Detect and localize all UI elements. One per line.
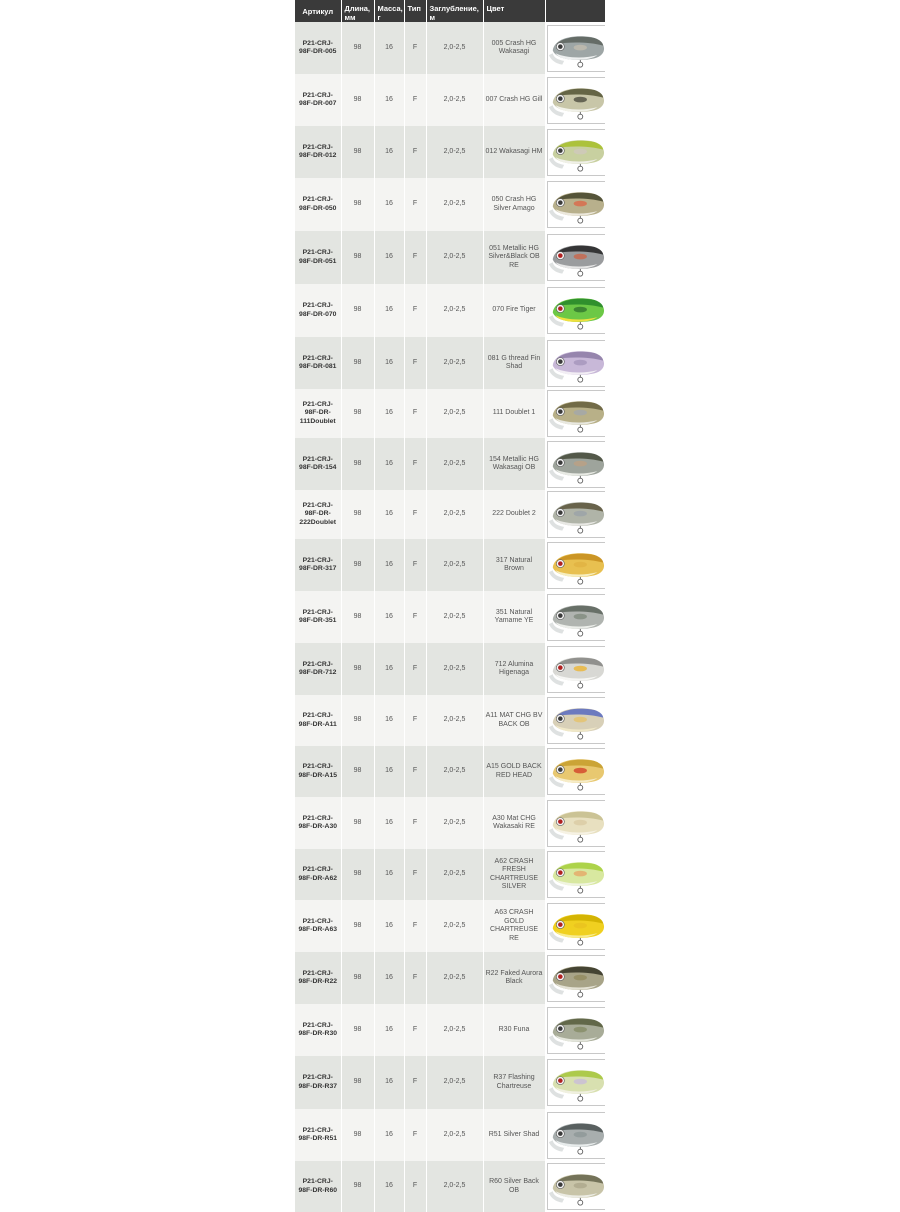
cell-article: P21-CRJ-98F-DR-351	[295, 591, 341, 643]
cell-photo	[545, 337, 605, 389]
table-row	[295, 22, 605, 74]
cell-depth: 2,0-2,5	[426, 746, 483, 797]
product-spec-table	[295, 0, 606, 1212]
cell-length: 98	[341, 1161, 374, 1212]
cell-length: 98	[341, 643, 374, 695]
lure-image	[547, 181, 606, 228]
cell-length: 98	[341, 849, 374, 900]
cell-color-name: 081 G thread Fin Shad	[483, 337, 545, 389]
lure-image	[547, 441, 606, 488]
cell-photo	[545, 1056, 605, 1109]
cell-type: F	[404, 178, 426, 231]
cell-mass: 16	[374, 539, 404, 591]
cell-mass: 16	[374, 952, 404, 1004]
column-header-photo	[545, 0, 605, 22]
cell-depth: 2,0-2,5	[426, 797, 483, 849]
lure-image	[547, 129, 606, 176]
table-row	[295, 126, 605, 178]
cell-photo	[545, 389, 605, 438]
cell-depth: 2,0-2,5	[426, 126, 483, 178]
cell-type: F	[404, 231, 426, 284]
cell-mass: 16	[374, 389, 404, 438]
cell-mass: 16	[374, 591, 404, 643]
cell-depth: 2,0-2,5	[426, 438, 483, 490]
cell-article: P21-CRJ-98F-DR-222Doublet	[295, 490, 341, 539]
cell-color-name: 712 Alumina Higenaga	[483, 643, 545, 695]
cell-depth: 2,0-2,5	[426, 849, 483, 900]
cell-type: F	[404, 695, 426, 746]
cell-type: F	[404, 1109, 426, 1161]
cell-depth: 2,0-2,5	[426, 231, 483, 284]
cell-depth: 2,0-2,5	[426, 178, 483, 231]
cell-color-name: R30 Funa	[483, 1004, 545, 1056]
cell-photo	[545, 746, 605, 797]
cell-article: P21-CRJ-98F-DR-R30	[295, 1004, 341, 1056]
table-row	[295, 389, 605, 438]
cell-length: 98	[341, 797, 374, 849]
cell-color-name: 050 Crash HG Silver Amago	[483, 178, 545, 231]
cell-photo	[545, 231, 605, 284]
cell-type: F	[404, 952, 426, 1004]
cell-length: 98	[341, 695, 374, 746]
cell-length: 98	[341, 22, 374, 74]
cell-color-name: 005 Crash HG Wakasagi	[483, 22, 545, 74]
cell-type: F	[404, 1161, 426, 1212]
cell-mass: 16	[374, 231, 404, 284]
lure-image	[547, 851, 606, 898]
cell-depth: 2,0-2,5	[426, 337, 483, 389]
cell-color-name: 222 Doublet 2	[483, 490, 545, 539]
cell-type: F	[404, 643, 426, 695]
cell-article: P21-CRJ-98F-DR-A15	[295, 746, 341, 797]
column-header-depth: Заглубление, м	[426, 0, 483, 22]
cell-length: 98	[341, 284, 374, 337]
table-body	[295, 22, 605, 1212]
cell-photo	[545, 849, 605, 900]
cell-depth: 2,0-2,5	[426, 490, 483, 539]
cell-mass: 16	[374, 695, 404, 746]
cell-type: F	[404, 490, 426, 539]
cell-article: P21-CRJ-98F-DR-051	[295, 231, 341, 284]
cell-photo	[545, 900, 605, 952]
cell-depth: 2,0-2,5	[426, 643, 483, 695]
cell-color-name: 070 Fire Tiger	[483, 284, 545, 337]
table-row	[295, 284, 605, 337]
cell-photo	[545, 284, 605, 337]
cell-mass: 16	[374, 900, 404, 952]
cell-color-name: R60 Silver Back OB	[483, 1161, 545, 1212]
lure-image	[547, 542, 606, 589]
cell-type: F	[404, 1004, 426, 1056]
cell-length: 98	[341, 438, 374, 490]
cell-article: P21-CRJ-98F-DR-317	[295, 539, 341, 591]
cell-photo	[545, 1004, 605, 1056]
cell-depth: 2,0-2,5	[426, 591, 483, 643]
cell-article: P21-CRJ-98F-DR-712	[295, 643, 341, 695]
cell-article: P21-CRJ-98F-DR-R51	[295, 1109, 341, 1161]
column-header-type: Тип	[404, 0, 426, 22]
cell-color-name: R37 Flashing Chartreuse	[483, 1056, 545, 1109]
cell-article: P21-CRJ-98F-DR-R37	[295, 1056, 341, 1109]
cell-length: 98	[341, 126, 374, 178]
cell-length: 98	[341, 178, 374, 231]
cell-photo	[545, 126, 605, 178]
cell-type: F	[404, 284, 426, 337]
table-row	[295, 849, 605, 900]
cell-length: 98	[341, 74, 374, 126]
cell-color-name: 111 Doublet 1	[483, 389, 545, 438]
cell-mass: 16	[374, 1109, 404, 1161]
header-row	[295, 0, 605, 22]
table-row	[295, 746, 605, 797]
cell-mass: 16	[374, 1004, 404, 1056]
cell-mass: 16	[374, 1056, 404, 1109]
cell-type: F	[404, 849, 426, 900]
table-row	[295, 591, 605, 643]
cell-mass: 16	[374, 1161, 404, 1212]
cell-article: P21-CRJ-98F-DR-R22	[295, 952, 341, 1004]
cell-color-name: A15 GOLD BACK RED HEAD	[483, 746, 545, 797]
lure-image	[547, 1112, 606, 1159]
cell-color-name: 012 Wakasagi HM	[483, 126, 545, 178]
cell-mass: 16	[374, 746, 404, 797]
table-row	[295, 952, 605, 1004]
cell-depth: 2,0-2,5	[426, 1004, 483, 1056]
cell-photo	[545, 695, 605, 746]
column-header-color: Цвет	[483, 0, 545, 22]
cell-color-name: 351 Natural Yamame YE	[483, 591, 545, 643]
cell-color-name: 317 Natural Brown	[483, 539, 545, 591]
table-row	[295, 797, 605, 849]
cell-type: F	[404, 74, 426, 126]
cell-mass: 16	[374, 849, 404, 900]
cell-depth: 2,0-2,5	[426, 539, 483, 591]
cell-article: P21-CRJ-98F-DR-050	[295, 178, 341, 231]
cell-type: F	[404, 539, 426, 591]
cell-type: F	[404, 900, 426, 952]
cell-photo	[545, 591, 605, 643]
cell-type: F	[404, 126, 426, 178]
table-row	[295, 539, 605, 591]
cell-color-name: R22 Faked Aurora Black	[483, 952, 545, 1004]
lure-image	[547, 594, 606, 641]
table-row	[295, 490, 605, 539]
cell-photo	[545, 1161, 605, 1212]
cell-type: F	[404, 591, 426, 643]
cell-photo	[545, 22, 605, 74]
cell-color-name: R51 Silver Shad	[483, 1109, 545, 1161]
table-row	[295, 1004, 605, 1056]
cell-type: F	[404, 389, 426, 438]
cell-photo	[545, 797, 605, 849]
cell-article: P21-CRJ-98F-DR-R60	[295, 1161, 341, 1212]
cell-type: F	[404, 22, 426, 74]
lure-image	[547, 646, 606, 693]
cell-type: F	[404, 746, 426, 797]
column-header-article: Артикул	[295, 0, 341, 22]
table-row	[295, 1056, 605, 1109]
cell-color-name: 051 Metallic HG Silver&Black OB RE	[483, 231, 545, 284]
cell-article: P21-CRJ-98F-DR-070	[295, 284, 341, 337]
cell-color-name: A63 CRASH GOLD CHARTREUSE RE	[483, 900, 545, 952]
cell-mass: 16	[374, 126, 404, 178]
cell-length: 98	[341, 591, 374, 643]
cell-length: 98	[341, 1004, 374, 1056]
lure-image	[547, 234, 606, 281]
table-row	[295, 1161, 605, 1212]
lure-image	[547, 287, 606, 334]
cell-mass: 16	[374, 643, 404, 695]
cell-length: 98	[341, 952, 374, 1004]
cell-article: P21-CRJ-98F-DR-081	[295, 337, 341, 389]
cell-article: P21-CRJ-98F-DR-012	[295, 126, 341, 178]
cell-photo	[545, 1109, 605, 1161]
cell-depth: 2,0-2,5	[426, 952, 483, 1004]
cell-length: 98	[341, 539, 374, 591]
cell-mass: 16	[374, 797, 404, 849]
lure-image	[547, 390, 606, 437]
lure-image	[547, 955, 606, 1002]
cell-mass: 16	[374, 284, 404, 337]
cell-type: F	[404, 1056, 426, 1109]
cell-article: P21-CRJ-98F-DR-A63	[295, 900, 341, 952]
cell-color-name: A30 Mat CHG Wakasaki RE	[483, 797, 545, 849]
lure-image	[547, 491, 606, 538]
cell-color-name: A62 CRASH FRESH CHARTREUSE SILVER	[483, 849, 545, 900]
table-row	[295, 231, 605, 284]
table-header	[295, 0, 605, 22]
cell-article: P21-CRJ-98F-DR-A62	[295, 849, 341, 900]
lure-image	[547, 1059, 606, 1106]
cell-color-name: A11 MAT CHG BV BACK OB	[483, 695, 545, 746]
cell-depth: 2,0-2,5	[426, 1161, 483, 1212]
lure-image	[547, 1163, 606, 1210]
column-header-mass: Масса, г	[374, 0, 404, 22]
lure-image	[547, 77, 606, 124]
lure-image	[547, 903, 606, 950]
cell-photo	[545, 490, 605, 539]
cell-photo	[545, 74, 605, 126]
cell-length: 98	[341, 900, 374, 952]
cell-depth: 2,0-2,5	[426, 22, 483, 74]
cell-length: 98	[341, 389, 374, 438]
column-header-length: Длина, мм	[341, 0, 374, 22]
cell-mass: 16	[374, 178, 404, 231]
cell-length: 98	[341, 1056, 374, 1109]
cell-depth: 2,0-2,5	[426, 900, 483, 952]
cell-mass: 16	[374, 490, 404, 539]
lure-image	[547, 748, 606, 795]
cell-depth: 2,0-2,5	[426, 695, 483, 746]
table-row	[295, 695, 605, 746]
cell-length: 98	[341, 231, 374, 284]
table-row	[295, 337, 605, 389]
table-row	[295, 643, 605, 695]
cell-length: 98	[341, 746, 374, 797]
cell-article: P21-CRJ-98F-DR-154	[295, 438, 341, 490]
cell-photo	[545, 643, 605, 695]
table-row	[295, 900, 605, 952]
cell-photo	[545, 438, 605, 490]
cell-article: P21-CRJ-98F-DR-007	[295, 74, 341, 126]
lure-image	[547, 800, 606, 847]
cell-depth: 2,0-2,5	[426, 389, 483, 438]
table-row	[295, 1109, 605, 1161]
cell-length: 98	[341, 1109, 374, 1161]
cell-depth: 2,0-2,5	[426, 284, 483, 337]
table-row	[295, 178, 605, 231]
cell-article: P21-CRJ-98F-DR-005	[295, 22, 341, 74]
cell-article: P21-CRJ-98F-DR-111Doublet	[295, 389, 341, 438]
cell-article: P21-CRJ-98F-DR-A11	[295, 695, 341, 746]
cell-type: F	[404, 337, 426, 389]
cell-depth: 2,0-2,5	[426, 74, 483, 126]
cell-photo	[545, 539, 605, 591]
cell-photo	[545, 952, 605, 1004]
lure-image	[547, 1007, 606, 1054]
table-row	[295, 438, 605, 490]
lure-image	[547, 340, 606, 387]
cell-length: 98	[341, 337, 374, 389]
cell-depth: 2,0-2,5	[426, 1109, 483, 1161]
cell-color-name: 007 Crash HG Gill	[483, 74, 545, 126]
cell-mass: 16	[374, 22, 404, 74]
lure-image	[547, 25, 606, 72]
lure-image	[547, 697, 606, 744]
cell-article: P21-CRJ-98F-DR-A30	[295, 797, 341, 849]
cell-depth: 2,0-2,5	[426, 1056, 483, 1109]
cell-type: F	[404, 797, 426, 849]
cell-color-name: 154 Metallic HG Wakasagi OB	[483, 438, 545, 490]
cell-length: 98	[341, 490, 374, 539]
cell-mass: 16	[374, 74, 404, 126]
cell-photo	[545, 178, 605, 231]
cell-type: F	[404, 438, 426, 490]
cell-mass: 16	[374, 438, 404, 490]
table-row	[295, 74, 605, 126]
cell-mass: 16	[374, 337, 404, 389]
